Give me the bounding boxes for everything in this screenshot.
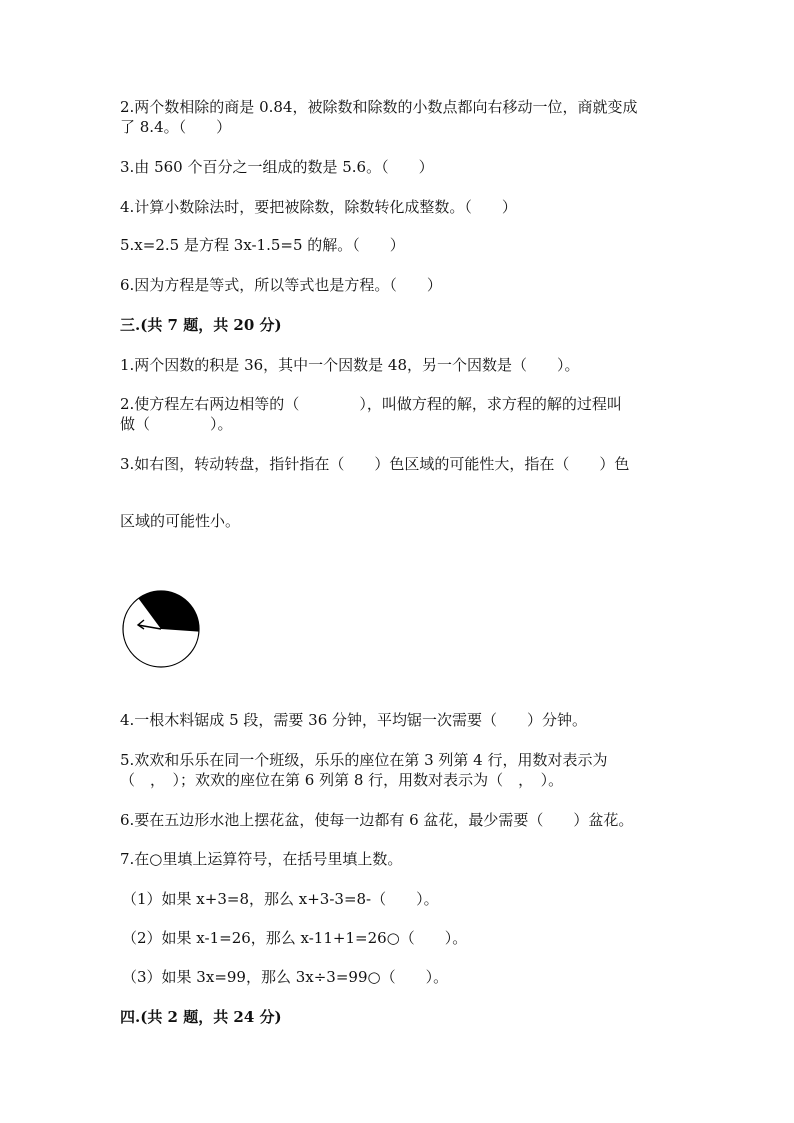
question-4: 4.计算小数除法时，要把被除数，除数转化成整数。（ ） (120, 198, 517, 216)
s3-question-7: 7.在○里填上运算符号，在括号里填上数。 (120, 850, 403, 868)
section-3-heading: 三.(共 7 题，共 20 分) (120, 316, 282, 334)
s3-question-6: 6.要在五边形水池上摆花盆，使每一边都有 6 盆花，最少需要（ ）盆花。 (120, 811, 634, 829)
s3-question-5-line-1: 5.欢欢和乐乐在同一个班级，乐乐的座位在第 3 列第 4 行，用数对表示为 (120, 751, 608, 769)
question-6: 6.因为方程是等式，所以等式也是方程。（ ） (120, 276, 442, 294)
spinner-wheel-figure (121, 589, 201, 669)
s3-question-5-line-2: （ ， ）；欢欢的座位在第 6 列第 8 行，用数对表示为（ ， ）。 (120, 771, 564, 789)
question-5: 5.x=2.5 是方程 3x-1.5=5 的解。（ ） (120, 236, 405, 254)
s3-question-3-line-2: 区域的可能性小。 (120, 512, 241, 530)
question-2-line-2: 了 8.4。（ ） (120, 118, 232, 136)
s3-question-3-line-1: 3.如右图，转动转盘，指针指在（ ）色区域的可能性大，指在（ ）色 (120, 455, 630, 473)
s3-question-7-sub-2: （2）如果 x-1=26，那么 x-11+1=26○（ ）。 (122, 929, 468, 947)
s3-question-4: 4.一根木料锯成 5 段，需要 36 分钟，平均锯一次需要（ ）分钟。 (120, 711, 588, 729)
question-2-line-1: 2.两个数相除的商是 0.84，被除数和除数的小数点都向右移动一位，商就变成 (120, 98, 638, 116)
s3-question-1: 1.两个因数的积是 36，其中一个因数是 48，另一个因数是（ ）。 (120, 356, 580, 374)
section-4-heading: 四.(共 2 题，共 24 分) (120, 1008, 282, 1026)
question-3: 3.由 560 个百分之一组成的数是 5.6。（ ） (120, 158, 434, 176)
s3-question-2-line-1: 2.使方程左右两边相等的（ ），叫做方程的解，求方程的解的过程叫 (120, 395, 622, 413)
s3-question-7-sub-1: （1）如果 x+3=8，那么 x+3-3=8-（ ）。 (122, 890, 439, 908)
s3-question-7-sub-3: （3）如果 3x=99，那么 3x÷3=99○（ ）。 (122, 968, 449, 986)
s3-question-2-line-2: 做（ ）。 (120, 415, 233, 433)
